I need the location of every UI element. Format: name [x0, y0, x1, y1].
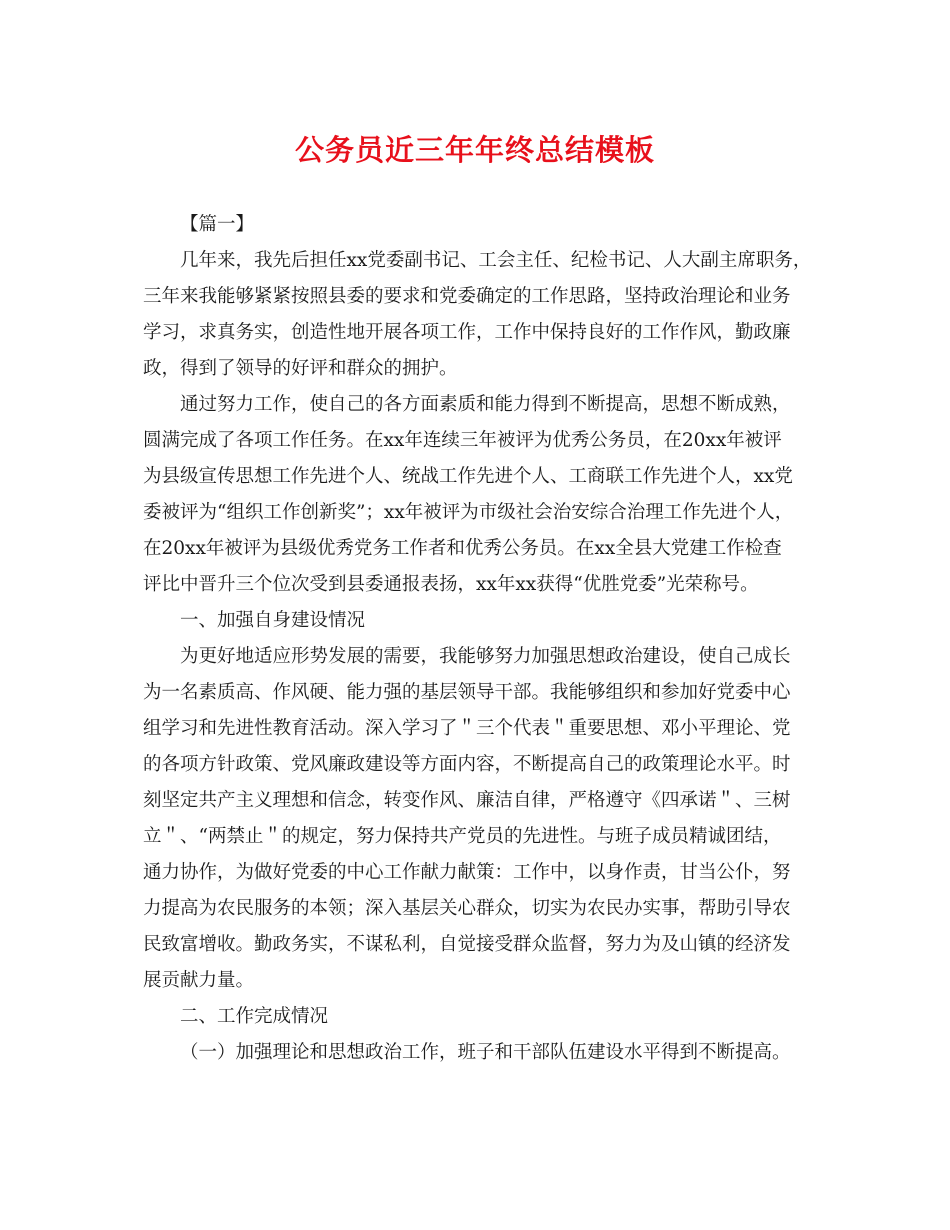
document-title: 公务员近三年年终总结模板 [294, 133, 655, 167]
document-line: 【篇一】 [180, 214, 255, 235]
document-line: 通力协作，为做好党委的中心工作献力献策：工作中，以身作责，甘当公仆，努 [143, 862, 791, 883]
document-line: 为一名素质高、作风硬、能力强的基层领导干部。我能够组织和参加好党委中心 [143, 682, 791, 703]
document-line: 三年来我能够紧紧按照县委的要求和党委确定的工作思路，坚持政治理论和业务 [143, 286, 791, 307]
document-line: （一）加强理论和思想政治工作，班子和干部队伍建设水平得到不断提高。 [180, 1042, 791, 1063]
document-line: 委被评为“组织工作创新奖”；xx年被评为市级社会治安综合治理工作先进个人， [143, 502, 794, 523]
document-line: 二、工作完成情况 [180, 1006, 329, 1027]
document-line: 刻坚定共产主义理想和信念，转变作风、廉洁自律，严格遵守《四承诺＂、三树 [143, 790, 791, 811]
document-line: 为县级宣传思想工作先进个人、统战工作先进个人、工商联工作先进个人，xx党 [143, 466, 793, 487]
document-line: 立＂、“两禁止＂的规定，努力保持共产党员的先进性。与班子成员精诚团结， [143, 826, 782, 847]
document-line: 展贡献力量。 [143, 970, 255, 991]
document-line: 的各项方针政策、党风廉政建设等方面内容，不断提高自己的政策理论水平。时 [143, 754, 791, 775]
document-line: 力提高为农民服务的本领；深入基层关心群众，切实为农民办实事，帮助引导农 [143, 898, 791, 919]
document-line: 民致富增收。勤政务实，不谋私利，自觉接受群众监督，努力为及山镇的经济发 [143, 934, 791, 955]
document-line: 在20xx年被评为县级优秀党务工作者和优秀公务员。在xx全县大党建工作检查 [143, 538, 782, 559]
document-line: 组学习和先进性教育活动。深入学习了＂三个代表＂重要思想、邓小平理论、党 [143, 718, 791, 739]
document-line: 政，得到了领导的好评和群众的拥护。 [143, 358, 458, 379]
document-line: 通过努力工作，使自己的各方面素质和能力得到不断提高，思想不断成熟， [180, 394, 791, 415]
document-line: 为更好地适应形势发展的需要，我能够努力加强思想政治建设，使自己成长 [180, 646, 791, 667]
document-line: 评比中晋升三个位次受到县委通报表扬，xx年xx获得“优胜党委”光荣称号。 [143, 574, 759, 595]
document-line: 学习，求真务实，创造性地开展各项工作，工作中保持良好的工作作风，勤政廉 [143, 322, 791, 343]
document-line: 圆满完成了各项工作任务。在xx年连续三年被评为优秀公务员，在20xx年被评 [143, 430, 782, 451]
document-body [143, 207, 815, 1071]
document-line: 几年来，我先后担任xx党委副书记、工会主任、纪检书记、人大副主席职务， [180, 250, 812, 271]
document-line: 一、加强自身建设情况 [180, 610, 366, 631]
